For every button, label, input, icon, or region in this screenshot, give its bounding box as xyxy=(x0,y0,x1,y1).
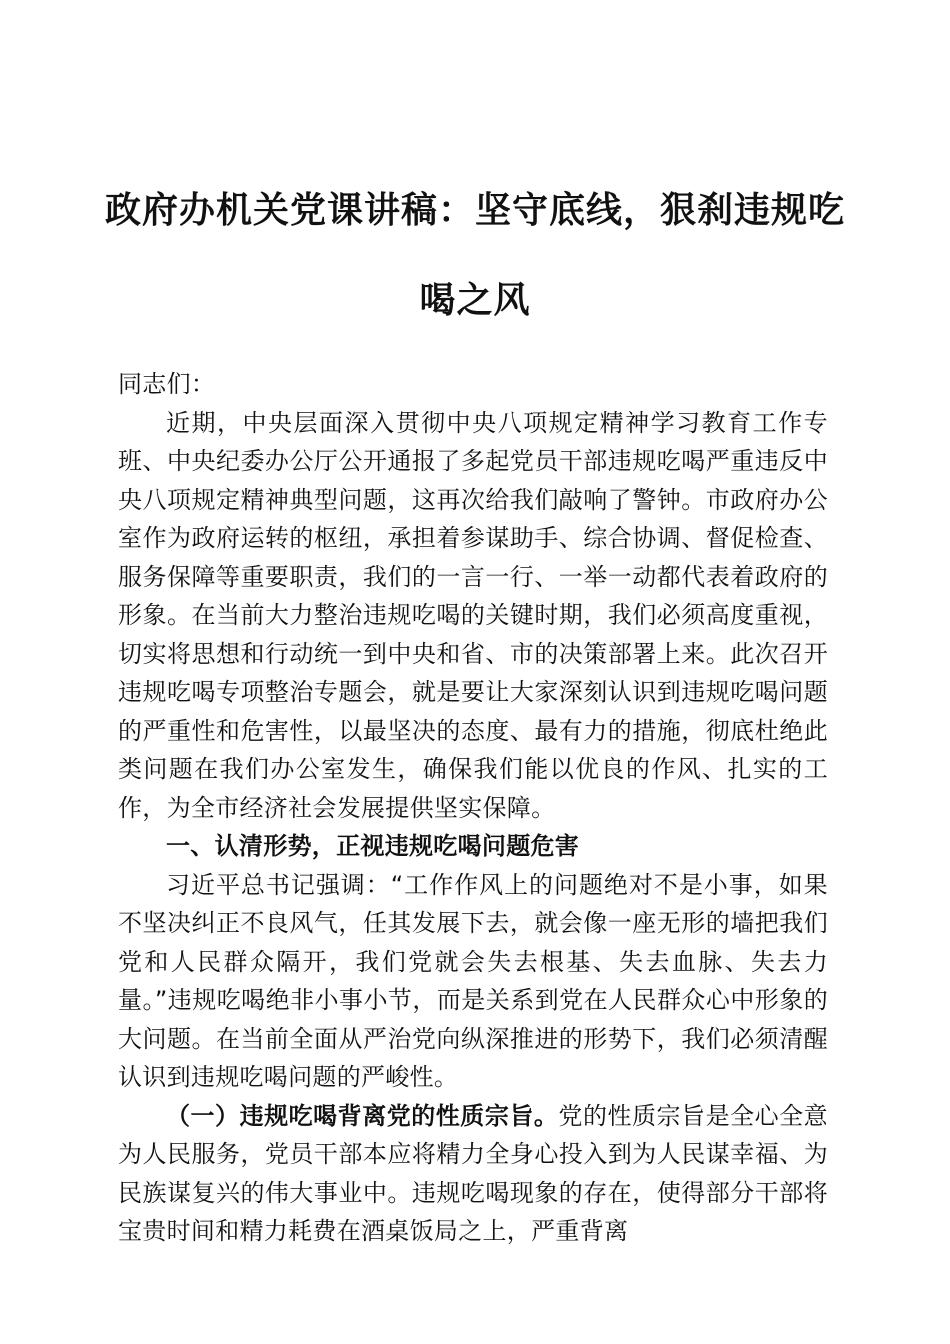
salutation: 同志们： xyxy=(118,370,216,398)
document-title: 政府办机关党课讲稿：坚守底线，狠刹违规吃喝之风 xyxy=(104,189,845,321)
section-heading-1: 一、认清形势，正视违规吃喝问题危害 xyxy=(166,832,580,860)
subsection-1-lead: （一）违规吃喝背离党的性质宗旨。 xyxy=(166,1101,559,1130)
document-body xyxy=(118,365,828,1251)
intro-paragraph: 近期，中央层面深入贯彻中央八项规定精神学习教育工作专班、中央纪委办公厅公开通报了多起党员干部违规吃喝严重违反中央八项规定精神典型问题，这再次给我们敲响了警钟。市政府办公室作为政府运转的枢纽，承担着参谋助手、综合协调、督促检查、服务保障等重要职责，我们的一言一行、一举一动都代表着政府的形象。在当前大力整治违规吃喝的关键时期，我们必须高度重视，切实将思想和行动统一到中央和省、市的决策部署上来。此次召开违规吃喝专项整治专题会，就是要让大家深刻认识到违规吃喝问题的严重性和危害性，以最坚决的态度、最有力的措施，彻底杜绝此类问题在我们办公室发生，确保我们能以优良的作风、扎实的工作，为全市经济社会发展提供坚实保障。 xyxy=(118,408,828,822)
subsection-1-paragraph xyxy=(118,1097,828,1251)
subsection-1-text: 党的性质宗旨是全心全意为人民服务，党员干部本应将精力全身心投入到为人民谋幸福、为民族谋复兴的伟大事业中。违规吃喝现象的存在，使得部分干部将宝贵时间和精力耗费在酒桌饭局之上，严重背离 xyxy=(118,1101,828,1245)
section-1-paragraph: 习近平总书记强调：“工作作风上的问题绝对不是小事，如果不坚决纠正不良风气，任其发展下去，就会像一座无形的墙把我们党和人民群众隔开，我们党就会失去根基、失去血脉、失去力量。”违规吃喝绝非小事小节，而是关系到党在人民群众心中形象的大问题。在当前全面从严治党向纵深推进的形势下，我们必须清醒认识到违规吃喝问题的严峻性。 xyxy=(118,870,828,1091)
